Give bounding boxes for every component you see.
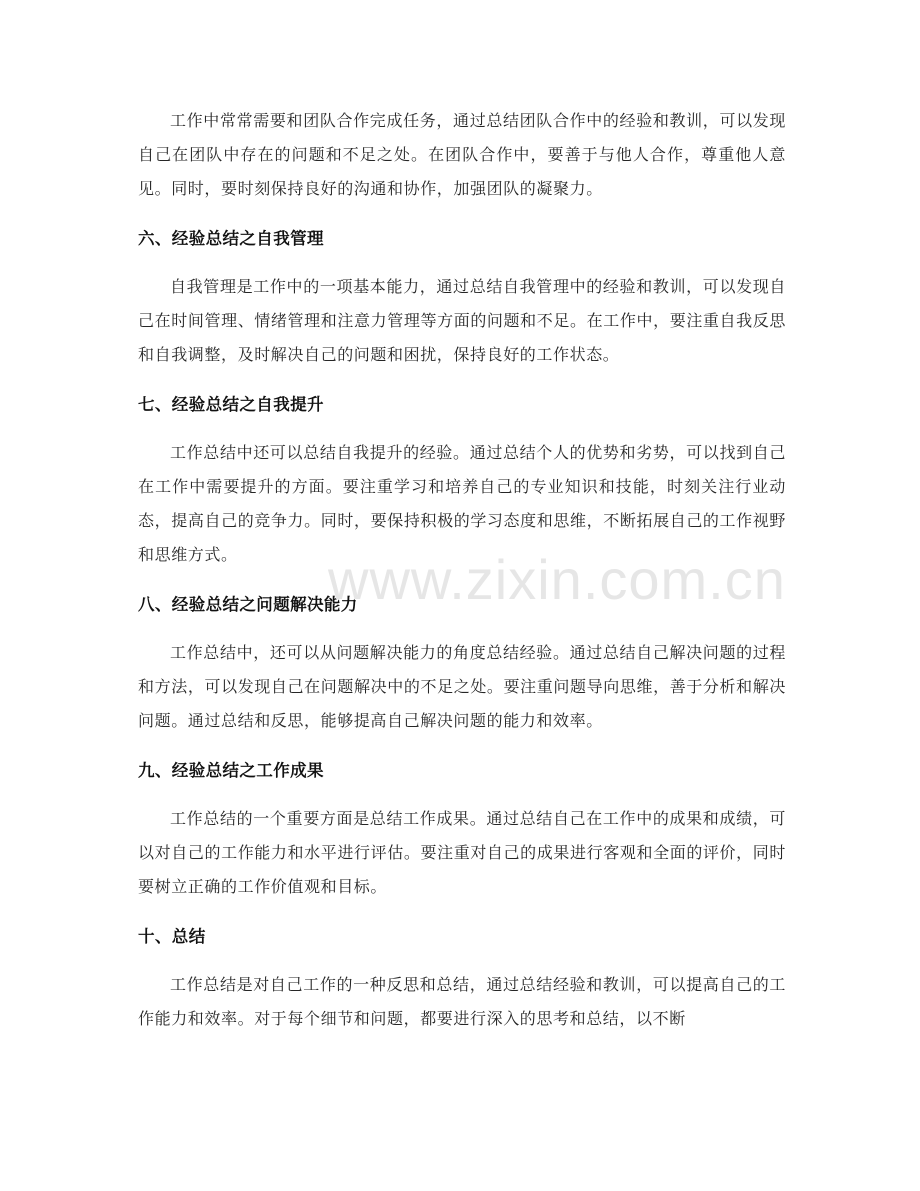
heading-summary: 十、总结: [138, 927, 206, 946]
paragraph-teamwork: 工作中常常需要和团队合作完成任务，通过总结团队合作中的经验和教训，可以发现自己在团队中存在的问题和不足之处。在团队合作中，要善于与他人合作，尊重他人意见。同时，要时刻保持良好的沟通和协作，加强团队的凝聚力。: [138, 111, 786, 198]
document-body: [138, 104, 786, 1036]
heading-work-results: 九、经验总结之工作成果: [138, 761, 324, 780]
watermark-text: www.zixin.com.cn: [328, 548, 786, 611]
heading-self-improvement: 七、经验总结之自我提升: [138, 395, 324, 414]
heading-problem-solving: 八、经验总结之问题解决能力: [138, 595, 358, 614]
paragraph-self-management: 自我管理是工作中的一项基本能力，通过总结自我管理中的经验和教训，可以发现自己在时间管理、情绪管理和注意力管理等方面的问题和不足。在工作中，要注重自我反思和自我调整，及时解决自己的问题和困扰，保持良好的工作状态。: [138, 277, 786, 364]
heading-self-management: 六、经验总结之自我管理: [138, 229, 324, 248]
paragraph-self-improvement: 工作总结中还可以总结自我提升的经验。通过总结个人的优势和劣势，可以找到自己在工作中需要提升的方面。要注重学习和培养自己的专业知识和技能，时刻关注行业动态，提高自己的竞争力。同时，要保持积极的学习态度和思维，不断拓展自己的工作视野和思维方式。: [138, 443, 786, 564]
paragraph-work-results: 工作总结的一个重要方面是总结工作成果。通过总结自己在工作中的成果和成绩，可以对自己的工作能力和水平进行评估。要注重对自己的成果进行客观和全面的评价，同时要树立正确的工作价值观和目标。: [138, 809, 786, 896]
paragraph-summary: 工作总结是对自己工作的一种反思和总结，通过总结经验和教训，可以提高自己的工作能力和效率。对于每个细节和问题，都要进行深入的思考和总结，以不断: [138, 975, 786, 1028]
paragraph-problem-solving: 工作总结中，还可以从问题解决能力的角度总结经验。通过总结自己解决问题的过程和方法，可以发现自己在问题解决中的不足之处。要注重问题导向思维，善于分析和解决问题。通过总结和反思，能够提高自己解决问题的能力和效率。: [138, 643, 786, 730]
